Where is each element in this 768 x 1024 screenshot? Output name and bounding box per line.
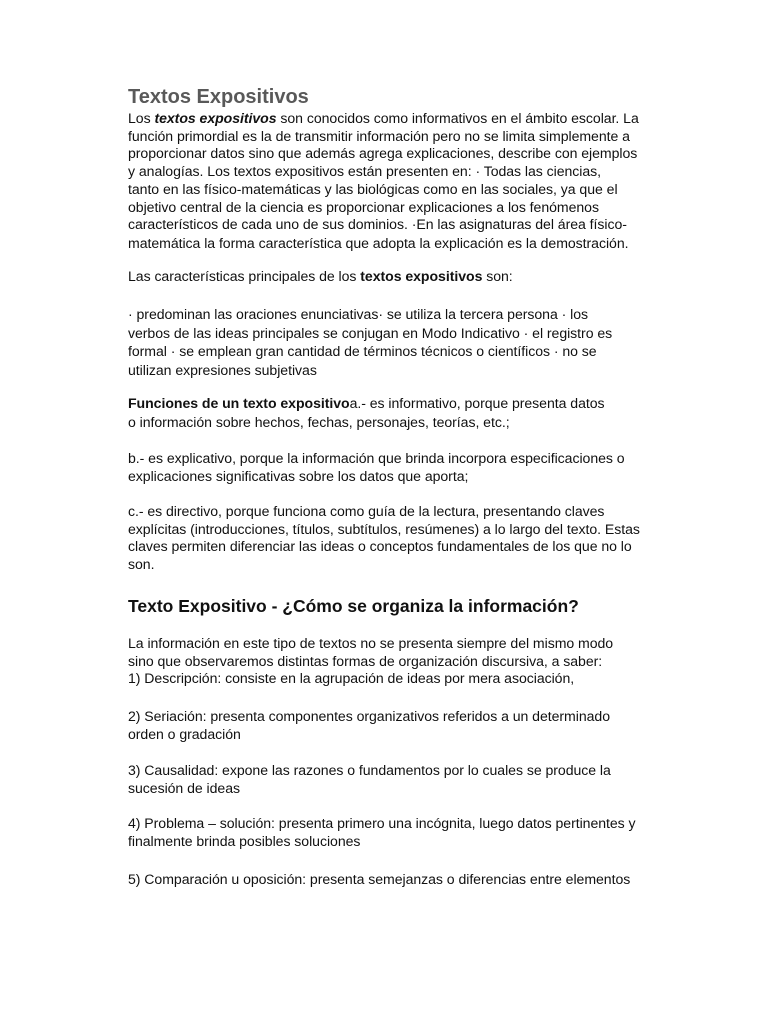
text-line: o información sobre hechos, fechas, personajes, teorías, etc.; bbox=[128, 413, 510, 430]
list-item: 1) Descripción: consiste en la agrupación de ideas por mera asociación, bbox=[128, 670, 575, 686]
text-line: b.- es explicativo, porque la información que brinda incorpora especificaciones o bbox=[128, 450, 625, 466]
emphasis-text: textos expositivos bbox=[154, 110, 277, 126]
text-line: sino que observaremos distintas formas de organización discursiva, a saber: bbox=[128, 652, 603, 669]
text-line: proporcionar datos sino que además agrega explicaciones, describe con ejemplos bbox=[128, 145, 638, 161]
text-line: función primordial es la de transmitir información pero no se limita simplemente a bbox=[128, 127, 630, 144]
text-line bbox=[128, 325, 690, 344]
text-line bbox=[128, 268, 690, 286]
list-item-causalidad bbox=[128, 762, 690, 797]
text-line: sucesión de ideas bbox=[128, 779, 240, 796]
text-run: Los textos expositivos están presenten en: bbox=[207, 162, 476, 179]
list-item-comparacion bbox=[128, 871, 690, 889]
text-line: tanto en las físico-matemáticas y las biológicas como en las sociales, ya que el bbox=[128, 181, 618, 197]
text-run: característicos de cada uno de sus dominios. bbox=[128, 216, 412, 232]
text-line: matemática la forma característica que adopta la explicación es la demostración. bbox=[128, 234, 629, 251]
text-run: · se emplean gran cantidad de términos técnicos o científicos bbox=[170, 343, 554, 359]
text-line bbox=[128, 216, 690, 235]
text-line: c.- es directivo, porque funciona como guía de la lectura, presentando claves bbox=[128, 503, 605, 519]
function-c-paragraph bbox=[128, 503, 690, 573]
text-line: 4) Problema – solución: presenta primero una incógnita, luego datos pertinentes y bbox=[128, 815, 636, 831]
text-run: verbos de las ideas principales se conjugan en Modo Indicativo bbox=[128, 324, 524, 341]
list-item-seriacion bbox=[128, 708, 690, 743]
section-heading: Texto Expositivo - ¿Cómo se organiza la información? bbox=[128, 596, 579, 616]
text-run: formal bbox=[128, 343, 171, 359]
text-line bbox=[128, 110, 690, 128]
text-run: · no se bbox=[553, 343, 597, 359]
text-line: La información en este tipo de textos no se presenta siempre del mismo modo bbox=[128, 635, 614, 651]
text-run: son: bbox=[482, 268, 513, 284]
text-line: son. bbox=[128, 555, 155, 572]
characteristics-intro bbox=[128, 268, 690, 286]
characteristics-list bbox=[128, 306, 690, 379]
intro-paragraph bbox=[128, 110, 690, 252]
text-run: Los bbox=[128, 110, 155, 126]
text-run: ·En las asignaturas del área físico- bbox=[411, 216, 627, 232]
functions-heading: Funciones de un texto expositivo bbox=[128, 395, 350, 411]
text-run: · el registro es bbox=[523, 324, 613, 341]
bold-text: textos expositivos bbox=[360, 268, 483, 284]
text-line bbox=[128, 343, 690, 362]
text-run: · los bbox=[561, 306, 588, 322]
text-line: claves permiten diferenciar las ideas o conceptos fundamentales de los que no lo bbox=[128, 538, 632, 554]
organization-paragraph bbox=[128, 635, 690, 688]
text-line: finalmente brinda posibles soluciones bbox=[128, 832, 361, 849]
text-line: 2) Seriación: presenta componentes organizativos referidos a un determinado bbox=[128, 708, 610, 724]
functions-paragraph bbox=[128, 395, 690, 431]
text-line: 5) Comparación u oposición: presenta semejanzas o diferencias entre elementos bbox=[128, 871, 631, 887]
text-line bbox=[128, 395, 690, 414]
text-line bbox=[128, 163, 690, 182]
text-line: orden o gradación bbox=[128, 725, 241, 742]
text-run: · predominan las oraciones enunciativas bbox=[128, 306, 379, 322]
text-run: Las características principales de los bbox=[128, 268, 361, 284]
text-run: son conocidos como informativos en el ámbito escolar. La bbox=[276, 110, 639, 126]
text-line: explicaciones significativas sobre los datos que aporta; bbox=[128, 467, 469, 484]
function-b-paragraph bbox=[128, 450, 690, 485]
text-line bbox=[128, 306, 690, 325]
text-run: · se utiliza la tercera persona bbox=[378, 306, 562, 322]
text-run: · Todas las ciencias, bbox=[475, 162, 602, 179]
document-title: Textos Expositivos bbox=[128, 86, 309, 108]
text-line: explícitas (introducciones, títulos, subtítulos, resúmenes) a lo largo del texto. Estas bbox=[128, 520, 640, 537]
text-line: 3) Causalidad: expone las razones o fundamentos por lo cuales se produce la bbox=[128, 762, 611, 778]
text-run: y analogías. bbox=[128, 162, 208, 179]
text-line: utilizan expresiones subjetivas bbox=[128, 361, 317, 378]
text-line: objetivo central de la ciencia es proporcionar explicaciones a los fenómenos bbox=[128, 198, 599, 215]
list-item-problema bbox=[128, 815, 690, 850]
text-run: a.- es informativo, porque presenta datos bbox=[349, 395, 605, 411]
